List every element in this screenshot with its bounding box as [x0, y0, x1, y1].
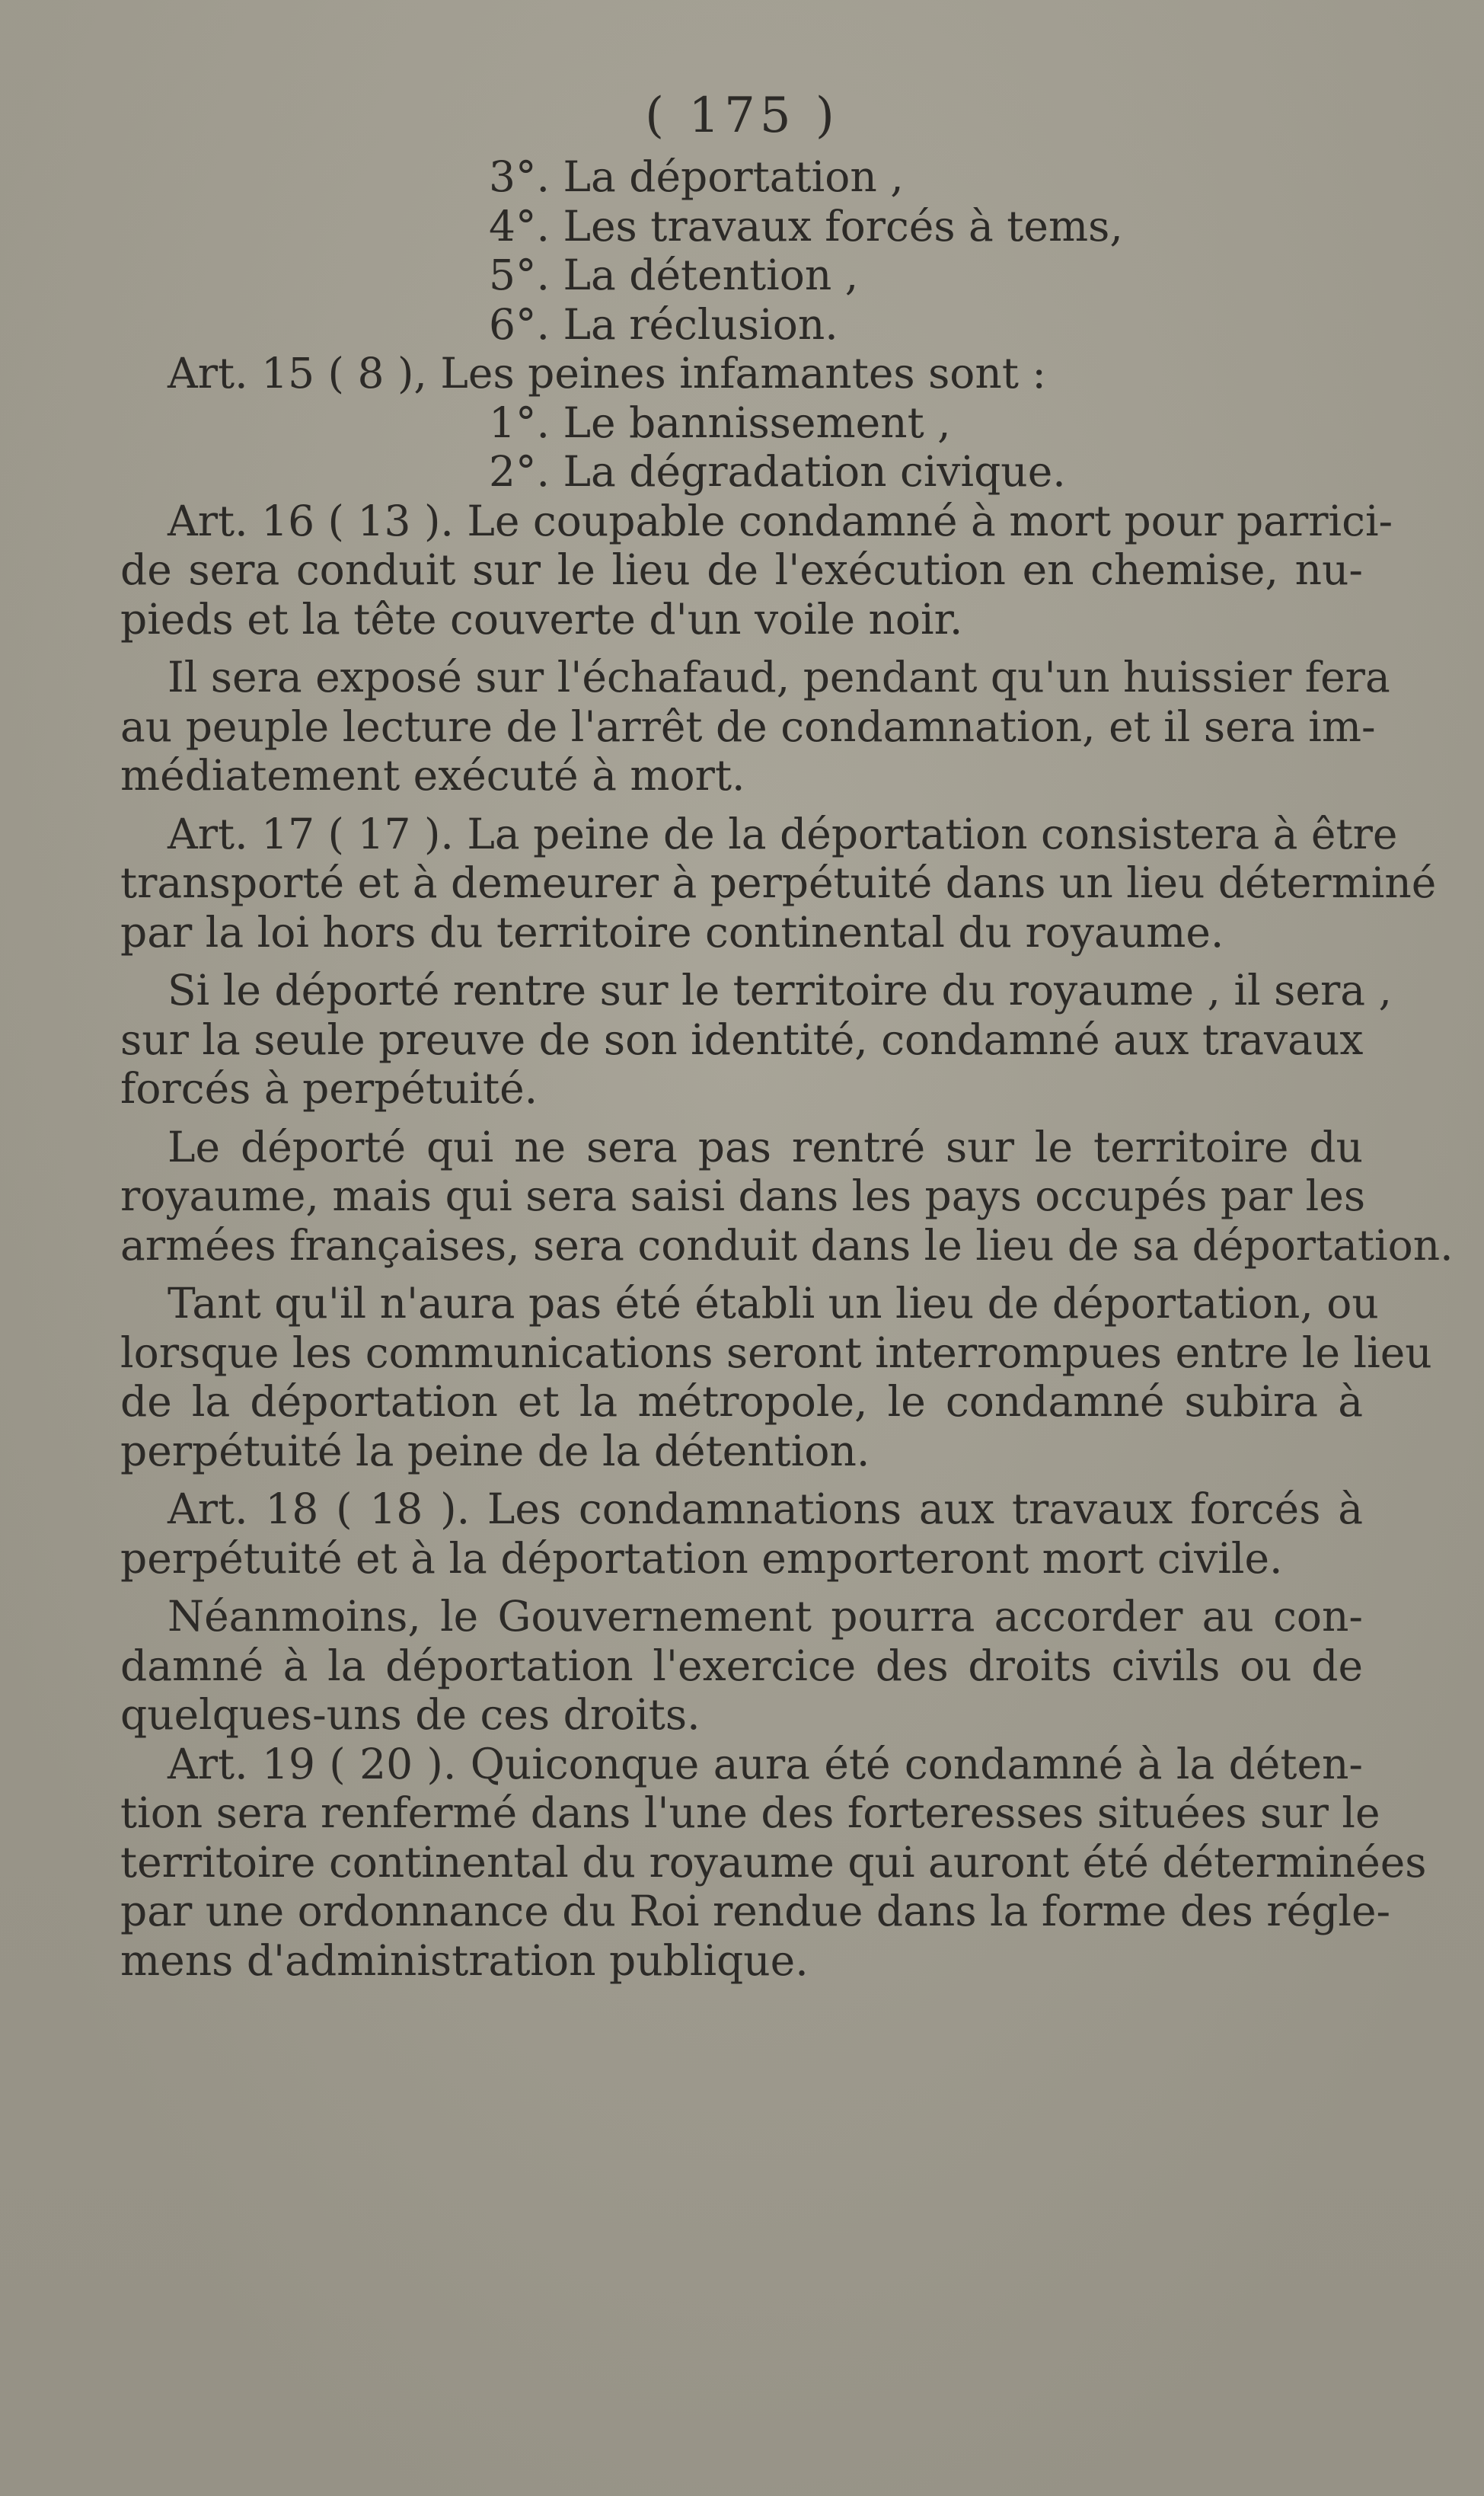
paragraph-line: Il sera exposé sur l'échafaud, pendant qu'un huissier fera: [168, 653, 1390, 702]
page-body: [120, 152, 1454, 1985]
list-item: 3°. La déportation ,: [489, 152, 904, 201]
paragraph-line: transporté et à demeurer à perpétuité dans un lieu déterminé: [120, 858, 1437, 907]
list-item: 6°. La réclusion.: [489, 299, 838, 349]
paragraph: [120, 1739, 1427, 1986]
paragraph: [120, 1279, 1432, 1475]
paragraph-line: forcés à perpétuité.: [120, 1064, 538, 1113]
paragraph-line: quelques-uns de ces droits.: [120, 1690, 701, 1739]
paragraph: [120, 496, 1393, 644]
paragraph-line: sur la seule preuve de son identité, condamné aux travaux: [120, 1015, 1364, 1064]
paragraph-line: Art. 17 ( 17 ). La peine de la déportation consistera à être: [168, 809, 1398, 858]
paragraph-line: Le déporté qui ne sera pas rentré sur le territoire du: [168, 1122, 1363, 1171]
paragraph-line: armées françaises, sera conduit dans le lieu de sa déportation.: [120, 1220, 1454, 1270]
paragraph-line: par une ordonnance du Roi rendue dans la forme des régle-: [120, 1887, 1391, 1935]
paragraph-line: pieds et la tête couverte d'un voile noir.: [120, 594, 963, 644]
paragraph-line: lorsque les communications seront interrompues entre le lieu: [120, 1328, 1432, 1377]
paragraph-line: perpétuité la peine de la détention.: [120, 1426, 870, 1475]
paragraph-line: Art. 18 ( 18 ). Les condamnations aux travaux forcés à: [168, 1484, 1363, 1533]
list-item: 4°. Les travaux forcés à tems,: [489, 201, 1123, 251]
paragraph-line: tion sera renfermé dans l'une des forteresses situées sur le: [120, 1788, 1380, 1837]
page-number: ( 175 ): [645, 88, 839, 144]
list-item: 2°. La dégradation civique.: [489, 447, 1066, 496]
paragraph-line: mens d'administration publique.: [120, 1935, 809, 1985]
paragraph: [120, 1122, 1454, 1270]
paragraph-line: de sera conduit sur le lieu de l'exécution en chemise, nu-: [120, 545, 1363, 594]
paragraph-line: médiatement exécuté à mort.: [120, 751, 745, 800]
paragraph-line: Néanmoins, le Gouvernement pourra accorder au con-: [168, 1592, 1363, 1641]
list-item: 5°. La détention ,: [489, 251, 859, 299]
paragraph: [120, 653, 1390, 801]
paragraph: [120, 809, 1437, 957]
paragraph-line: perpétuité et à la déportation emporteront mort civile.: [120, 1533, 1283, 1583]
paragraph: [120, 1484, 1363, 1583]
paragraph-line: royaume, mais qui sera saisi dans les pays occupés par les: [120, 1171, 1366, 1220]
paragraph: [120, 966, 1392, 1114]
paragraph: [120, 1592, 1363, 1740]
paragraph-line: Tant qu'il n'aura pas été établi un lieu de déportation, ou: [168, 1279, 1379, 1328]
paragraph-line: territoire continental du royaume qui auront été déterminées: [120, 1837, 1427, 1887]
paragraph-line: par la loi hors du territoire continental du royaume.: [120, 907, 1224, 957]
paragraph-line: Si le déporté rentre sur le territoire du royaume , il sera ,: [168, 966, 1392, 1015]
list-item: 1°. Le bannissement ,: [489, 398, 951, 447]
paragraph-line: de la déportation et la métropole, le condamné subira à: [120, 1377, 1363, 1426]
article-heading: Art. 15 ( 8 ), Les peines infamantes sont :: [168, 349, 1046, 398]
paragraph-line: Art. 16 ( 13 ). Le coupable condamné à mort pour parrici-: [168, 496, 1393, 545]
paragraph-line: au peuple lecture de l'arrêt de condamnation, et il sera im-: [120, 702, 1376, 751]
paragraph-line: damné à la déportation l'exercice des droits civils ou de: [120, 1641, 1363, 1690]
paragraph-line: Art. 19 ( 20 ). Quiconque aura été condamné à la déten-: [168, 1739, 1363, 1788]
